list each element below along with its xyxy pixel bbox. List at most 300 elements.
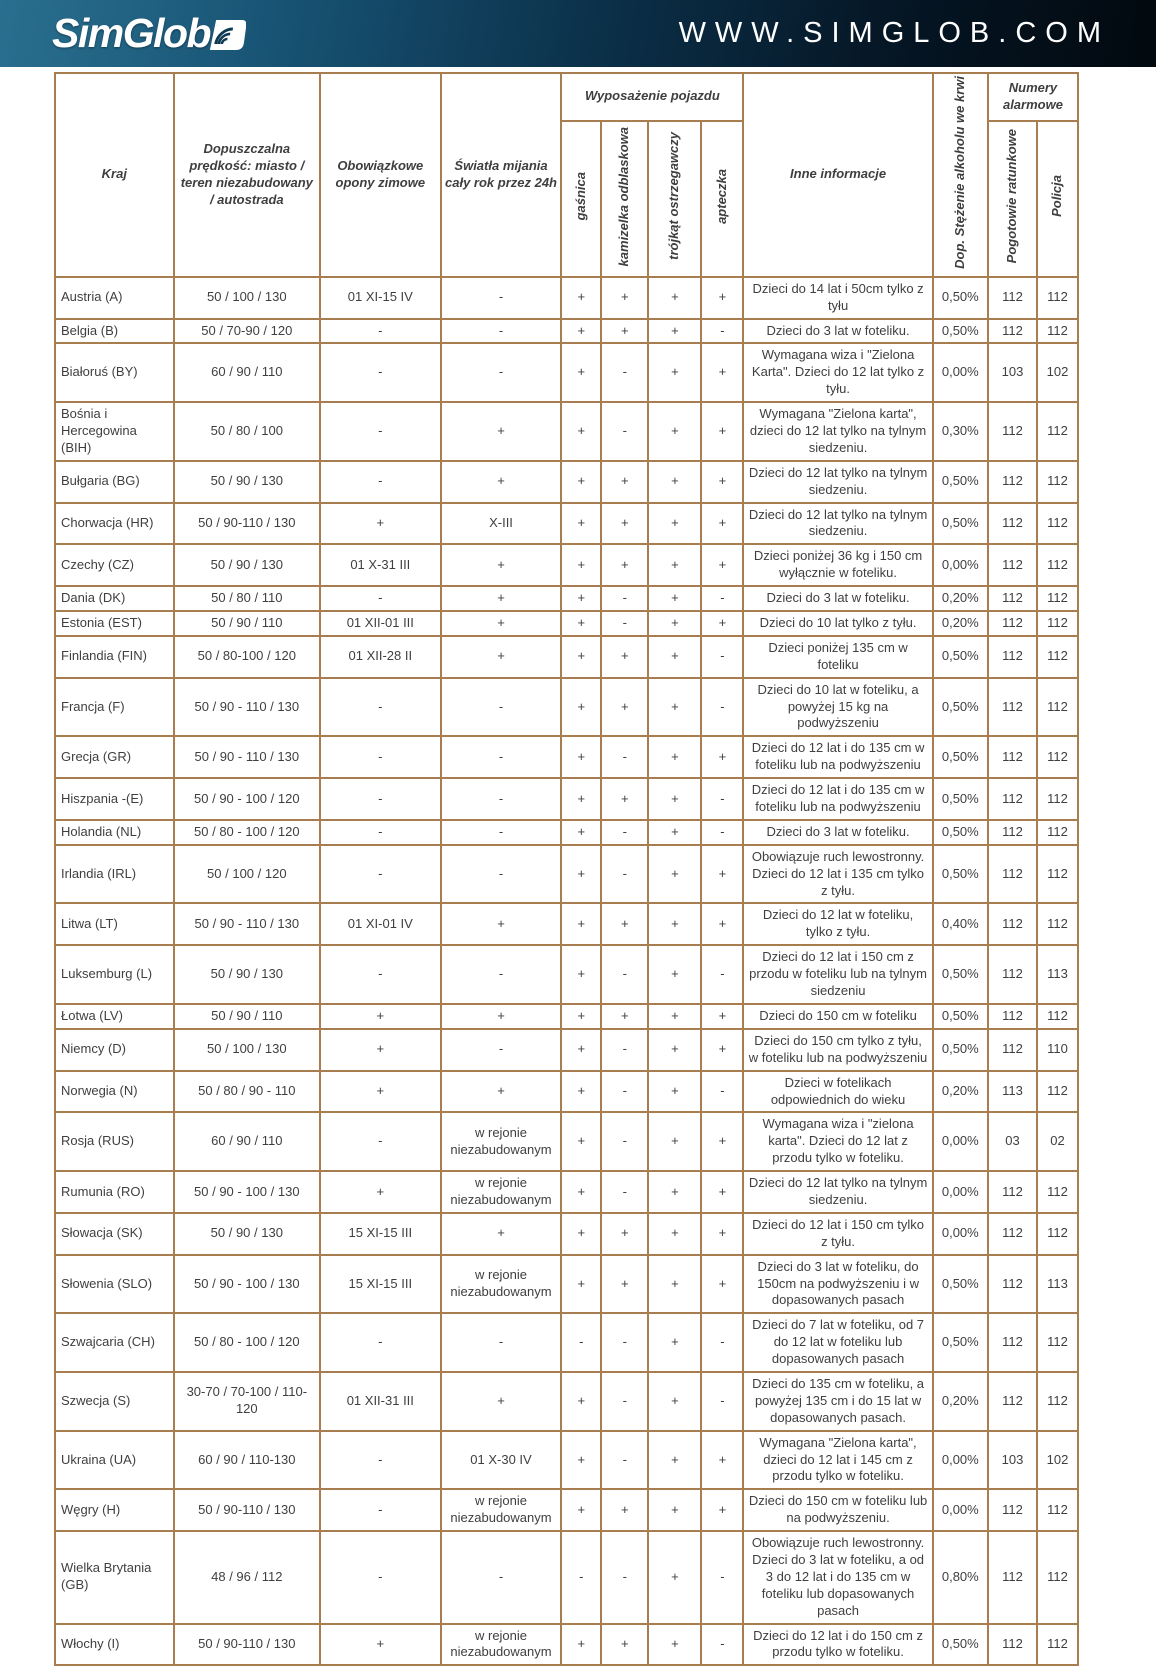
cell-kraj: Słowenia (SLO)	[55, 1255, 174, 1314]
cell-tires: -	[320, 1489, 441, 1531]
cell-police: 102	[1037, 343, 1078, 402]
cell-tires: 01 XI-15 IV	[320, 277, 441, 319]
cell-first_aid: +	[701, 903, 743, 945]
cell-tires: +	[320, 1071, 441, 1113]
cell-lights: -	[441, 945, 562, 1004]
cell-extinguisher: +	[561, 1071, 601, 1113]
cell-first_aid: +	[701, 736, 743, 778]
cell-kraj: Rumunia (RO)	[55, 1171, 174, 1213]
table-row	[55, 402, 1078, 461]
cell-first_aid: -	[701, 1624, 743, 1666]
table-row	[55, 1624, 1078, 1666]
cell-police: 112	[1037, 736, 1078, 778]
cell-kraj: Belgia (B)	[55, 319, 174, 344]
col-header-ambulance: Pogotowie ratunkowe	[988, 121, 1037, 277]
cell-triangle: +	[648, 611, 701, 636]
cell-kraj: Bośnia i Hercegowina (BIH)	[55, 402, 174, 461]
logo-text: SimGlob	[52, 10, 211, 56]
cell-kraj: Norwegia (N)	[55, 1071, 174, 1113]
cell-alcohol: 0,20%	[933, 1372, 988, 1431]
cell-alcohol: 0,00%	[933, 1213, 988, 1255]
cell-speed: 60 / 90 / 110-130	[174, 1431, 320, 1490]
cell-kraj: Estonia (EST)	[55, 611, 174, 636]
cell-tires: 15 XI-15 III	[320, 1213, 441, 1255]
cell-alcohol: 0,20%	[933, 611, 988, 636]
cell-extinguisher: +	[561, 544, 601, 586]
cell-extinguisher: +	[561, 1171, 601, 1213]
cell-other: Dzieci do 3 lat w foteliku, do 150cm na podwyższeniu i w dopasowanych pasach	[743, 1255, 932, 1314]
cell-alcohol: 0,50%	[933, 319, 988, 344]
col-header-emergency-group: Numery alarmowe	[988, 73, 1078, 121]
cell-first_aid: -	[701, 678, 743, 737]
cell-ambulance: 112	[988, 461, 1037, 503]
cell-vest: -	[601, 1313, 648, 1372]
cell-ambulance: 112	[988, 678, 1037, 737]
cell-extinguisher: +	[561, 1029, 601, 1071]
cell-lights: 01 X-30 IV	[441, 1431, 562, 1490]
cell-ambulance: 112	[988, 1213, 1037, 1255]
cell-tires: -	[320, 845, 441, 904]
col-header-tires: Obowiązkowe opony zimowe	[320, 73, 441, 277]
cell-police: 112	[1037, 636, 1078, 678]
table-row	[55, 636, 1078, 678]
cell-triangle: +	[648, 1372, 701, 1431]
cell-vest: +	[601, 277, 648, 319]
cell-alcohol: 0,50%	[933, 1624, 988, 1666]
cell-kraj: Luksemburg (L)	[55, 945, 174, 1004]
cell-first_aid: -	[701, 1071, 743, 1113]
cell-vest: +	[601, 778, 648, 820]
cell-extinguisher: +	[561, 277, 601, 319]
cell-ambulance: 112	[988, 1029, 1037, 1071]
cell-speed: 50 / 90 - 100 / 120	[174, 778, 320, 820]
cell-vest: -	[601, 945, 648, 1004]
regulations-table	[54, 72, 1079, 1666]
cell-tires: 01 X-31 III	[320, 544, 441, 586]
cell-extinguisher: +	[561, 343, 601, 402]
cell-ambulance: 112	[988, 1004, 1037, 1029]
cell-extinguisher: +	[561, 402, 601, 461]
col-header-first-aid: apteczka	[701, 121, 743, 277]
cell-police: 02	[1037, 1112, 1078, 1171]
cell-other: Dzieci do 150 cm tylko z tyłu, w foteliku lub na podwyższeniu	[743, 1029, 932, 1071]
cell-first_aid: +	[701, 544, 743, 586]
table-row	[55, 1372, 1078, 1431]
cell-tires: -	[320, 778, 441, 820]
cell-tires: +	[320, 1624, 441, 1666]
cell-other: Dzieci do 12 lat i 150 cm z przodu w foteliku lub na tylnym siedzeniu	[743, 945, 932, 1004]
cell-kraj: Holandia (NL)	[55, 820, 174, 845]
cell-extinguisher: +	[561, 845, 601, 904]
cell-triangle: +	[648, 636, 701, 678]
cell-vest: +	[601, 503, 648, 545]
table-row	[55, 611, 1078, 636]
cell-first_aid: +	[701, 1029, 743, 1071]
cell-kraj: Austria (A)	[55, 277, 174, 319]
cell-first_aid: +	[701, 1431, 743, 1490]
cell-lights: +	[441, 611, 562, 636]
cell-ambulance: 112	[988, 611, 1037, 636]
cell-extinguisher: +	[561, 1112, 601, 1171]
table-row	[55, 1431, 1078, 1490]
cell-first_aid: -	[701, 820, 743, 845]
table-row	[55, 778, 1078, 820]
cell-vest: +	[601, 1213, 648, 1255]
cell-alcohol: 0,50%	[933, 1313, 988, 1372]
cell-vest: +	[601, 461, 648, 503]
cell-extinguisher: +	[561, 820, 601, 845]
cell-other: Dzieci w fotelikach odpowiednich do wieku	[743, 1071, 932, 1113]
cell-extinguisher: -	[561, 1531, 601, 1623]
cell-ambulance: 112	[988, 820, 1037, 845]
cell-first_aid: +	[701, 845, 743, 904]
cell-other: Wymagana wiza i "Zielona Karta". Dzieci do 12 lat tylko z tyłu.	[743, 343, 932, 402]
cell-kraj: Węgry (H)	[55, 1489, 174, 1531]
cell-police: 112	[1037, 461, 1078, 503]
cell-alcohol: 0,00%	[933, 1112, 988, 1171]
cell-speed: 50 / 90 / 110	[174, 611, 320, 636]
cell-speed: 50 / 80 - 100 / 120	[174, 1313, 320, 1372]
cell-other: Dzieci do 150 cm w foteliku	[743, 1004, 932, 1029]
cell-tires: +	[320, 1171, 441, 1213]
cell-kraj: Bułgaria (BG)	[55, 461, 174, 503]
cell-alcohol: 0,50%	[933, 778, 988, 820]
cell-vest: +	[601, 1004, 648, 1029]
cell-first_aid: +	[701, 611, 743, 636]
cell-extinguisher: +	[561, 1624, 601, 1666]
cell-triangle: +	[648, 1489, 701, 1531]
col-header-police: Policja	[1037, 121, 1078, 277]
header-bar	[0, 0, 1156, 67]
cell-extinguisher: +	[561, 903, 601, 945]
cell-police: 112	[1037, 277, 1078, 319]
cell-alcohol: 0,50%	[933, 820, 988, 845]
cell-triangle: +	[648, 343, 701, 402]
cell-first_aid: -	[701, 1372, 743, 1431]
cell-vest: -	[601, 611, 648, 636]
cell-alcohol: 0,50%	[933, 503, 988, 545]
cell-speed: 50 / 90 - 100 / 130	[174, 1171, 320, 1213]
cell-lights: -	[441, 820, 562, 845]
cell-kraj: Ukraina (UA)	[55, 1431, 174, 1490]
cell-alcohol: 0,50%	[933, 945, 988, 1004]
table-row	[55, 544, 1078, 586]
cell-speed: 50 / 80-100 / 120	[174, 636, 320, 678]
cell-triangle: +	[648, 402, 701, 461]
cell-first_aid: +	[701, 461, 743, 503]
cell-extinguisher: +	[561, 1431, 601, 1490]
cell-lights: +	[441, 636, 562, 678]
cell-tires: -	[320, 736, 441, 778]
cell-triangle: +	[648, 845, 701, 904]
cell-police: 112	[1037, 1489, 1078, 1531]
cell-lights: -	[441, 736, 562, 778]
table-row	[55, 1071, 1078, 1113]
cell-kraj: Łotwa (LV)	[55, 1004, 174, 1029]
table-row	[55, 503, 1078, 545]
cell-speed: 50 / 90-110 / 130	[174, 503, 320, 545]
cell-ambulance: 112	[988, 319, 1037, 344]
cell-speed: 50 / 100 / 130	[174, 277, 320, 319]
cell-police: 112	[1037, 503, 1078, 545]
cell-extinguisher: +	[561, 636, 601, 678]
col-header-alcohol: Dop. Stężenie alkoholu we krwi	[933, 73, 988, 277]
cell-police: 112	[1037, 611, 1078, 636]
table-row	[55, 1313, 1078, 1372]
cell-triangle: +	[648, 586, 701, 611]
cell-triangle: +	[648, 736, 701, 778]
cell-kraj: Litwa (LT)	[55, 903, 174, 945]
table-row	[55, 586, 1078, 611]
cell-other: Dzieci do 12 lat i do 150 cm z przodu tylko w foteliku.	[743, 1624, 932, 1666]
cell-ambulance: 112	[988, 736, 1037, 778]
cell-alcohol: 0,50%	[933, 277, 988, 319]
cell-vest: +	[601, 903, 648, 945]
cell-speed: 50 / 80 / 90 - 110	[174, 1071, 320, 1113]
cell-police: 112	[1037, 1624, 1078, 1666]
cell-kraj: Białoruś (BY)	[55, 343, 174, 402]
cell-police: 112	[1037, 544, 1078, 586]
col-header-extinguisher: gaśnica	[561, 121, 601, 277]
cell-triangle: +	[648, 1071, 701, 1113]
cell-alcohol: 0,20%	[933, 1071, 988, 1113]
cell-ambulance: 112	[988, 1489, 1037, 1531]
cell-alcohol: 0,50%	[933, 678, 988, 737]
cell-ambulance: 112	[988, 778, 1037, 820]
cell-kraj: Hiszpania -(E)	[55, 778, 174, 820]
content-area	[0, 67, 1156, 1666]
col-header-triangle: trójkąt ostrzegawczy	[648, 121, 701, 277]
simglob-logo[interactable]	[52, 10, 246, 57]
cell-ambulance: 112	[988, 636, 1037, 678]
cell-lights: w rejonie niezabudowanym	[441, 1255, 562, 1314]
cell-ambulance: 112	[988, 1313, 1037, 1372]
table-row	[55, 1489, 1078, 1531]
cell-tires: -	[320, 343, 441, 402]
cell-tires: -	[320, 945, 441, 1004]
cell-speed: 50 / 90 - 100 / 130	[174, 1255, 320, 1314]
cell-alcohol: 0,50%	[933, 736, 988, 778]
cell-triangle: +	[648, 903, 701, 945]
cell-lights: w rejonie niezabudowanym	[441, 1489, 562, 1531]
cell-first_aid: +	[701, 1489, 743, 1531]
cell-ambulance: 112	[988, 845, 1037, 904]
cell-first_aid: +	[701, 277, 743, 319]
cell-triangle: +	[648, 1004, 701, 1029]
cell-lights: +	[441, 1004, 562, 1029]
cell-kraj: Szwecja (S)	[55, 1372, 174, 1431]
col-header-kraj: Kraj	[55, 73, 174, 277]
cell-ambulance: 112	[988, 277, 1037, 319]
cell-other: Obowiązuje ruch lewostronny. Dzieci do 12 lat i 135 cm tylko z tyłu.	[743, 845, 932, 904]
table-row	[55, 845, 1078, 904]
cell-alcohol: 0,50%	[933, 636, 988, 678]
cell-speed: 50 / 90 / 130	[174, 544, 320, 586]
cell-kraj: Słowacja (SK)	[55, 1213, 174, 1255]
cell-alcohol: 0,50%	[933, 1004, 988, 1029]
cell-vest: -	[601, 1171, 648, 1213]
cell-kraj: Czechy (CZ)	[55, 544, 174, 586]
cell-police: 113	[1037, 945, 1078, 1004]
cell-ambulance: 112	[988, 1531, 1037, 1623]
cell-triangle: +	[648, 778, 701, 820]
cell-vest: -	[601, 402, 648, 461]
cell-lights: +	[441, 1213, 562, 1255]
cell-speed: 50 / 100 / 120	[174, 845, 320, 904]
cell-extinguisher: +	[561, 1004, 601, 1029]
cell-police: 112	[1037, 1372, 1078, 1431]
cell-speed: 50 / 90-110 / 130	[174, 1489, 320, 1531]
cell-police: 112	[1037, 845, 1078, 904]
cell-speed: 50 / 100 / 130	[174, 1029, 320, 1071]
cell-first_aid: +	[701, 1255, 743, 1314]
cell-lights: +	[441, 586, 562, 611]
cell-triangle: +	[648, 678, 701, 737]
cell-speed: 60 / 90 / 110	[174, 343, 320, 402]
cell-speed: 50 / 80 / 110	[174, 586, 320, 611]
cell-ambulance: 112	[988, 1255, 1037, 1314]
cell-triangle: +	[648, 1255, 701, 1314]
cell-alcohol: 0,00%	[933, 343, 988, 402]
cell-kraj: Finlandia (FIN)	[55, 636, 174, 678]
table-row	[55, 1531, 1078, 1623]
website-url[interactable]: WWW.SIMGLOB.COM	[678, 17, 1110, 49]
cell-tires: 01 XII-01 III	[320, 611, 441, 636]
cell-lights: -	[441, 778, 562, 820]
cell-other: Dzieci do 3 lat w foteliku.	[743, 820, 932, 845]
cell-kraj: Szwajcaria (CH)	[55, 1313, 174, 1372]
cell-ambulance: 113	[988, 1071, 1037, 1113]
cell-other: Dzieci do 12 lat tylko na tylnym siedzeniu.	[743, 461, 932, 503]
cell-speed: 50 / 90 / 130	[174, 1213, 320, 1255]
cell-police: 102	[1037, 1431, 1078, 1490]
cell-first_aid: -	[701, 1531, 743, 1623]
cell-extinguisher: +	[561, 945, 601, 1004]
cell-tires: -	[320, 402, 441, 461]
cell-other: Dzieci do 12 lat i 150 cm tylko z tyłu.	[743, 1213, 932, 1255]
cell-other: Dzieci do 3 lat w foteliku.	[743, 586, 932, 611]
cell-lights: -	[441, 319, 562, 344]
cell-extinguisher: +	[561, 1213, 601, 1255]
cell-other: Dzieci do 3 lat w foteliku.	[743, 319, 932, 344]
cell-first_aid: -	[701, 586, 743, 611]
cell-triangle: +	[648, 1029, 701, 1071]
cell-lights: -	[441, 1531, 562, 1623]
cell-alcohol: 0,50%	[933, 1029, 988, 1071]
cell-lights: -	[441, 277, 562, 319]
cell-other: Dzieci do 12 lat i do 135 cm w foteliku lub na podwyższeniu	[743, 736, 932, 778]
cell-vest: +	[601, 636, 648, 678]
cell-speed: 50 / 90 - 110 / 130	[174, 678, 320, 737]
cell-ambulance: 112	[988, 1171, 1037, 1213]
cell-triangle: +	[648, 820, 701, 845]
cell-other: Obowiązuje ruch lewostronny. Dzieci do 3 lat w foteliku, a od 3 do 12 lat i do 135 cm w foteliku lub dopasowanych pasach	[743, 1531, 932, 1623]
table-row	[55, 319, 1078, 344]
cell-extinguisher: +	[561, 461, 601, 503]
cell-lights: +	[441, 903, 562, 945]
cell-first_aid: -	[701, 945, 743, 1004]
table-row	[55, 1171, 1078, 1213]
cell-vest: -	[601, 343, 648, 402]
cell-police: 113	[1037, 1255, 1078, 1314]
cell-triangle: +	[648, 503, 701, 545]
cell-speed: 50 / 70-90 / 120	[174, 319, 320, 344]
col-header-vest: kamizelka odblaskowa	[601, 121, 648, 277]
cell-vest: -	[601, 1112, 648, 1171]
cell-triangle: +	[648, 1171, 701, 1213]
cell-police: 112	[1037, 402, 1078, 461]
cell-other: Dzieci do 12 lat i do 135 cm w foteliku lub na podwyższeniu	[743, 778, 932, 820]
cell-vest: -	[601, 820, 648, 845]
cell-kraj: Grecja (GR)	[55, 736, 174, 778]
cell-ambulance: 112	[988, 402, 1037, 461]
cell-lights: -	[441, 678, 562, 737]
cell-vest: -	[601, 1531, 648, 1623]
cell-triangle: +	[648, 319, 701, 344]
cell-police: 112	[1037, 319, 1078, 344]
cell-ambulance: 103	[988, 343, 1037, 402]
cell-extinguisher: -	[561, 1313, 601, 1372]
cell-alcohol: 0,20%	[933, 586, 988, 611]
cell-lights: w rejonie niezabudowanym	[441, 1624, 562, 1666]
cell-first_aid: +	[701, 1213, 743, 1255]
cell-police: 112	[1037, 778, 1078, 820]
cell-tires: 01 XII-28 II	[320, 636, 441, 678]
cell-first_aid: -	[701, 636, 743, 678]
cell-other: Dzieci do 12 lat w foteliku, tylko z tyłu.	[743, 903, 932, 945]
col-header-lights: Światła mijania cały rok przez 24h	[441, 73, 562, 277]
cell-alcohol: 0,50%	[933, 461, 988, 503]
cell-extinguisher: +	[561, 1372, 601, 1431]
cell-extinguisher: +	[561, 736, 601, 778]
cell-ambulance: 112	[988, 903, 1037, 945]
cell-ambulance: 112	[988, 1372, 1037, 1431]
table-row	[55, 945, 1078, 1004]
cell-lights: +	[441, 1372, 562, 1431]
cell-police: 112	[1037, 1004, 1078, 1029]
cell-alcohol: 0,00%	[933, 1431, 988, 1490]
cell-ambulance: 112	[988, 544, 1037, 586]
cell-kraj: Chorwacja (HR)	[55, 503, 174, 545]
table-row	[55, 461, 1078, 503]
cell-first_aid: -	[701, 778, 743, 820]
cell-vest: +	[601, 1624, 648, 1666]
cell-other: Wymagana "Zielona karta", dzieci do 12 lat i 145 cm z przodu tylko w foteliku.	[743, 1431, 932, 1490]
cell-triangle: +	[648, 1313, 701, 1372]
cell-kraj: Niemcy (D)	[55, 1029, 174, 1071]
cell-vest: +	[601, 1255, 648, 1314]
cell-tires: -	[320, 1531, 441, 1623]
cell-police: 112	[1037, 1531, 1078, 1623]
col-header-speed: Dopuszczalna prędkość: miasto / teren niezabudowany / autostrada	[174, 73, 320, 277]
cell-other: Dzieci do 10 lat tylko z tyłu.	[743, 611, 932, 636]
cell-tires: -	[320, 678, 441, 737]
cell-other: Wymagana wiza i "zielona karta". Dzieci do 12 lat z przodu tylko w foteliku.	[743, 1112, 932, 1171]
col-header-other: Inne informacje	[743, 73, 932, 277]
cell-ambulance: 112	[988, 1624, 1037, 1666]
cell-lights: +	[441, 1071, 562, 1113]
cell-extinguisher: +	[561, 1255, 601, 1314]
cell-speed: 50 / 90 - 110 / 130	[174, 736, 320, 778]
cell-tires: +	[320, 1004, 441, 1029]
cell-police: 112	[1037, 1213, 1078, 1255]
col-header-equipment-group: Wyposażenie pojazdu	[561, 73, 743, 121]
table-row	[55, 678, 1078, 737]
cell-triangle: +	[648, 1112, 701, 1171]
table-header	[55, 73, 1078, 277]
cell-speed: 50 / 80 / 100	[174, 402, 320, 461]
cell-triangle: +	[648, 1213, 701, 1255]
